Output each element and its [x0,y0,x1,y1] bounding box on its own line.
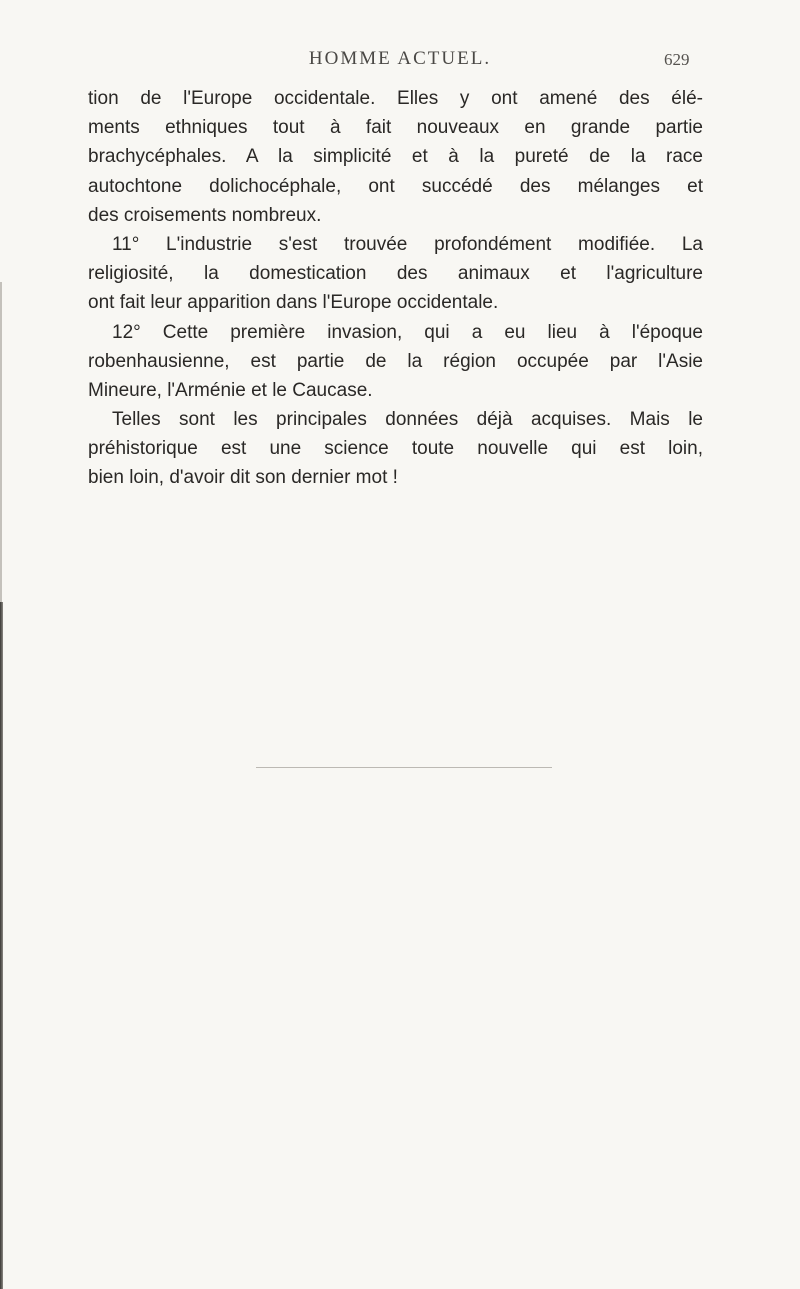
text-line: tion de l'Europe occidentale. Elles y ont amené des élé- [88,88,703,109]
text-line: autochtone dolichocéphale, ont succédé des mélanges et [88,175,703,197]
section-divider [256,767,552,768]
text-line: robenhausienne, est partie de la région occupée par l'Asie [88,350,703,372]
text-line: 11° L'industrie s'est trouvée profondément modifiée. La [112,233,703,255]
text-line: ments ethniques tout à fait nouveaux en grande partie [88,117,703,139]
text-line: des croisements nombreux. [88,204,322,226]
text-line: préhistorique est une science toute nouvelle qui est loin, [88,438,703,460]
page-margin-rule [0,602,3,1289]
text-line: 12° Cette première invasion, qui a eu lieu à l'époque [112,321,703,343]
page-number: 629 [664,50,690,69]
running-header-title: HOMME ACTUEL. [308,48,492,69]
text-line: ont fait leur apparition dans l'Europe occidentale. [88,292,499,314]
text-line: brachycéphales. A la simplicité et à la pureté de la race [88,146,703,168]
page-margin-rule-faint [0,282,2,602]
text-line: bien loin, d'avoir dit son dernier mot ! [88,467,398,489]
text-line: Telles sont les principales données déjà acquises. Mais le [112,409,703,431]
text-line: religiosité, la domestication des animaux et l'agriculture [88,263,703,285]
text-line: Mineure, l'Arménie et le Caucase. [88,379,373,401]
body-text [88,84,703,493]
